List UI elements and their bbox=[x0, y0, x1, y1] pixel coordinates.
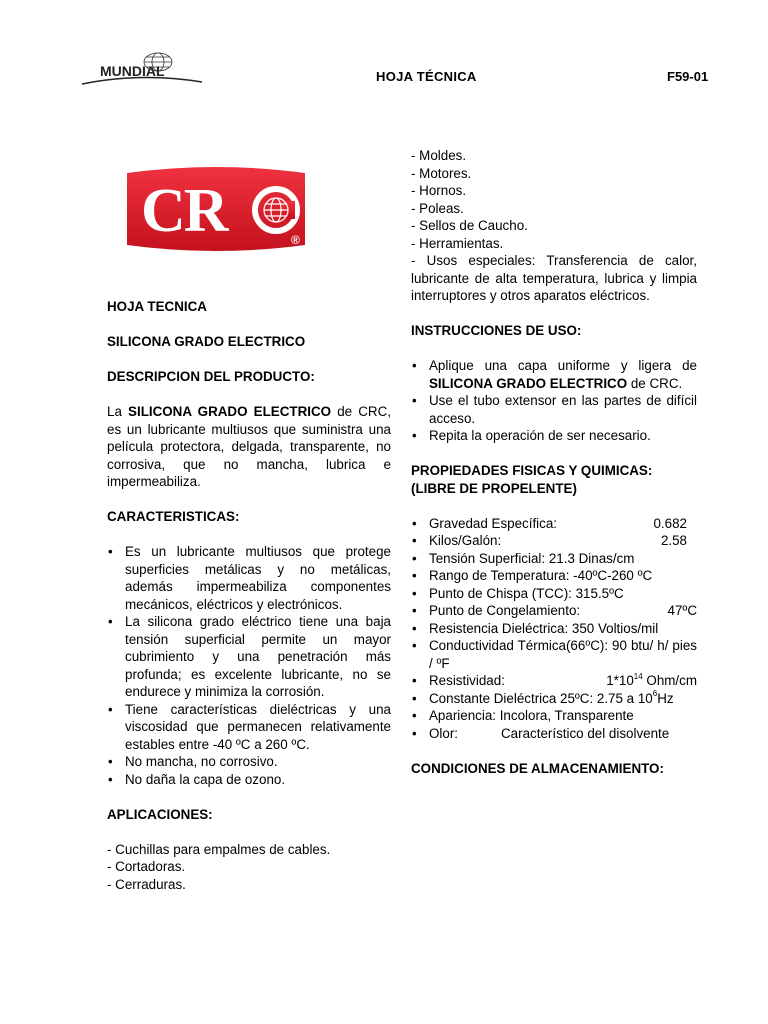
svg-text:®: ® bbox=[291, 233, 300, 247]
prop-tension: • Tensión Superficial: 21.3 Dinas/cm bbox=[411, 550, 697, 568]
crc-logo bbox=[121, 165, 311, 253]
list-item: • Es un lubricante multiusos que protege superficies metálicas y no metálicas, además impermeabiliza componentes mecánicos, eléctricos y electrónicos. bbox=[107, 543, 391, 613]
mundial-wordmark: MUNDIAL bbox=[100, 63, 165, 79]
section-propiedades: PROPIEDADES FISICAS Y QUIMICAS: bbox=[411, 463, 653, 478]
aplicacion-item: - Poleas. bbox=[411, 200, 464, 216]
aplicacion-item: - Cortadoras. bbox=[107, 859, 186, 874]
prop-congelamiento: • Punto de Congelamiento: 47ºC bbox=[411, 602, 697, 620]
section-aplicaciones: APLICACIONES: bbox=[107, 806, 213, 822]
prop-chispa: • Punto de Chispa (TCC): 315.5ºC bbox=[411, 585, 697, 603]
aplicacion-item: - Sellos de Caucho. bbox=[411, 218, 528, 233]
header-code: F59-01 bbox=[667, 69, 709, 84]
section-caracteristicas: CARACTERISTICAS: bbox=[107, 509, 240, 524]
doc-heading: HOJA TECNICA bbox=[107, 299, 207, 314]
aplicacion-item: - Herramientas. bbox=[411, 235, 504, 251]
aplicacion-item: - Cuchillas para empalmes de cables. bbox=[107, 841, 331, 857]
section-almacenamiento: CONDICIONES DE ALMACENAMIENTO: bbox=[411, 760, 664, 776]
prop-olor: • Olor: Característico del disolvente bbox=[411, 725, 697, 743]
list-item: • Aplique una capa uniforme y ligera de SILICONA GRADO ELECTRICO de CRC. bbox=[411, 357, 697, 392]
right-column bbox=[411, 147, 697, 777]
descripcion-text: La SILICONA GRADO ELECTRICO de CRC, es un lubricante multiusos que suministra una película protectora, delgada, transparente, no corrosiva, que no mancha, lubrica e impermeabiliza. bbox=[107, 404, 391, 489]
prop-gravedad: • Gravedad Específica: 0.682 bbox=[411, 515, 697, 533]
prop-rango: • Rango de Temperatura: -40ºC-260 ºC bbox=[411, 567, 697, 585]
section-instrucciones: INSTRUCCIONES DE USO: bbox=[411, 323, 582, 338]
propiedades-list bbox=[411, 515, 697, 743]
prop-resistencia: • Resistencia Dieléctrica: 350 Voltios/mil bbox=[411, 620, 697, 638]
list-item: • No mancha, no corrosivo. bbox=[107, 753, 391, 771]
svg-text:CR: CR bbox=[141, 177, 227, 245]
caracteristicas-list bbox=[107, 543, 391, 788]
prop-constante: • Constante Dieléctrica 25ºC: 2.75 a $10^6Hz$ bbox=[411, 690, 697, 708]
section-propiedades-sub: (LIBRE DE PROPELENTE) bbox=[411, 480, 577, 496]
prop-apariencia: • Apariencia: Incolora, Transparente bbox=[411, 707, 697, 725]
list-item: • Tiene características dieléctricas y una viscosidad que permanecen relativamente estables entre -40 ºC a 260 ºC. bbox=[107, 701, 391, 754]
left-column bbox=[107, 298, 391, 893]
header-title: HOJA TÉCNICA bbox=[376, 69, 477, 84]
list-item: • No daña la capa de ozono. bbox=[107, 771, 391, 789]
list-item: • Repita la operación de ser necesario. bbox=[411, 427, 697, 445]
aplicacion-item: - Hornos. bbox=[411, 183, 467, 198]
aplicacion-item: - Moldes. bbox=[411, 148, 467, 163]
mundial-logo bbox=[80, 50, 205, 88]
prop-resistividad: • Resistividad: $1*10^{14}$ Ohm/cm bbox=[411, 672, 697, 690]
product-name: SILICONA GRADO ELECTRICO bbox=[107, 334, 306, 349]
aplicacion-item: - Motores. bbox=[411, 165, 472, 181]
aplicacion-item: - Cerraduras. bbox=[107, 876, 186, 892]
section-descripcion: DESCRIPCION DEL PRODUCTO: bbox=[107, 369, 315, 384]
prop-kilos: • Kilos/Galón: 2.58 bbox=[411, 532, 697, 550]
list-item: • La silicona grado eléctrico tiene una baja tensión superficial permite un mayor cubrimiento y una penetración más profunda; es excelente lubricante, no se endurece y minimiza la corrosión. bbox=[107, 613, 391, 701]
usos-especiales: - Usos especiales: Transferencia de calor, lubricante de alta temperatura, lubrica y limpia interruptores y otros aparatos eléctricos. bbox=[411, 253, 697, 303]
prop-conductividad: • Conductividad Térmica(66ºC): 90 btu/ h/ pies / ºF bbox=[411, 637, 697, 672]
list-item: • Use el tubo extensor en las partes de difícil acceso. bbox=[411, 392, 697, 427]
instrucciones-list bbox=[411, 357, 697, 445]
